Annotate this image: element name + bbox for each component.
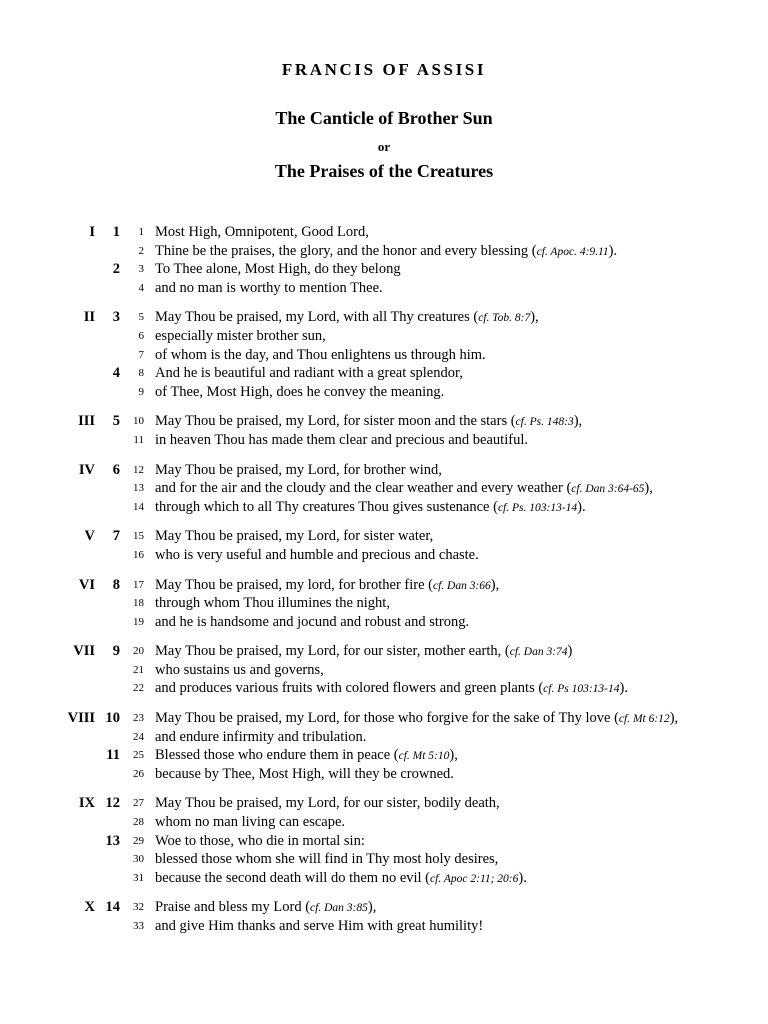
poem-line [0,576,768,595]
verse-number: 8 [112,576,120,593]
line-text-body: of Thee, Most High, does he convey the meaning. [155,383,445,400]
line-text-body: through which to all Thy creatures Thou gives sustenance ( [155,498,498,515]
scripture-reference: cf. Tob. 8:7 [478,312,531,325]
line-text [155,869,527,889]
line-text-closing: ), [644,480,653,497]
scripture-reference: cf. Mt 6:12 [618,713,670,726]
line-text-body: through whom Thou illumines the night, [155,595,390,612]
poem-line [0,869,768,888]
verse-number: 10 [105,710,120,727]
line-text [155,546,479,565]
line-text-closing: ), [449,747,458,764]
line-number: 19 [133,615,144,628]
poem-line [0,832,768,851]
line-text [155,223,369,242]
line-text [155,412,582,432]
line-number: 14 [133,500,144,513]
line-number: 23 [133,712,144,725]
line-text-body: because the second death will do them no evil ( [155,869,431,886]
poem-line [0,613,768,632]
line-text-body: and endure infirmity and tribulation. [155,728,367,745]
line-number: 9 [138,385,144,398]
line-text [155,308,539,328]
line-number: 20 [133,645,144,658]
poem-line [0,746,768,765]
line-text-closing: ), [573,413,583,430]
line-text-body: because by Thee, Most High, will they be crowned. [155,765,454,782]
stanza-roman-numeral: VI [78,576,95,593]
verse-number: 4 [112,365,120,382]
line-text-closing: ) [567,643,573,660]
line-text [155,813,345,832]
line-text [155,898,376,918]
verse-number: 12 [105,795,120,812]
stanza-roman-numeral: V [84,528,95,545]
document-title: The Canticle of Brother Sun [275,108,493,128]
poem-line [0,813,768,832]
verse-number: 7 [112,528,120,545]
line-text [155,479,653,499]
line-text-body: and produces various fruits with colored flowers and green plants ( [155,680,544,697]
stanza-roman-numeral: I [89,224,95,240]
line-number: 28 [133,816,144,829]
line-text [155,576,499,596]
poem-line [0,850,768,869]
stanza [0,576,768,632]
line-text-closing: ), [669,710,679,727]
poem-line [0,364,768,383]
line-number: 32 [133,901,144,914]
poem-line [0,594,768,613]
line-text-body: May Thou be praised, my Lord, for sister water, [155,528,434,545]
scripture-reference: cf. Mt 5:10 [398,750,450,763]
verse-number: 6 [112,461,120,478]
poem-line [0,383,768,402]
line-text [155,260,401,279]
poem-line [0,728,768,747]
verse-number: 5 [112,413,120,430]
line-text [155,746,458,766]
line-text-body: May Thou be praised, my Lord, for our sister, mother earth, ( [155,643,510,660]
line-number: 25 [133,749,144,762]
line-text [155,709,678,729]
title-conjunction: or [377,139,391,154]
verse-number: 2 [112,261,120,278]
line-text [155,383,444,402]
poem-body [0,223,768,947]
line-number: 12 [133,463,144,476]
line-text [155,346,486,365]
line-text [155,642,572,662]
line-text-body: May Thou be praised, my Lord, for sister moon and the stars ( [155,413,516,430]
line-number: 24 [133,730,144,743]
line-text-body: and no man is worthy to mention Thee. [155,279,383,296]
stanza [0,527,768,564]
line-number: 6 [138,329,144,342]
line-text [155,728,366,747]
poem-line [0,479,768,498]
line-text [155,794,500,813]
scripture-reference: cf. Apoc 2:11; 20:6 [430,872,519,885]
poem-line [0,642,768,661]
scripture-reference: cf. Dan 3:85 [310,902,368,915]
stanza [0,412,768,449]
line-text-body: May Thou be praised, my Lord, for those who forgive for the sake of Thy love ( [155,710,619,727]
poem-line [0,527,768,546]
line-number: 18 [133,597,144,610]
line-number: 16 [133,548,144,561]
line-number: 10 [133,415,144,428]
line-number: 21 [133,663,144,676]
verse-number: 9 [112,643,120,660]
line-text-closing: ), [530,309,539,326]
poem-line [0,461,768,480]
line-text-body: blessed those whom she will find in Thy most holy desires, [155,851,499,868]
line-text-body: And he is beautiful and radiant with a great splendor, [155,365,463,382]
line-number: 13 [133,482,144,495]
line-text [155,498,586,518]
line-text-body: in heaven Thou has made them clear and precious and beautiful. [155,431,528,448]
stanza-roman-numeral: VII [73,643,95,660]
line-text [155,917,483,936]
poem-line [0,279,768,298]
line-text-body: Woe to those, who die in mortal sin: [155,832,365,849]
scripture-reference: cf. Ps 103:13-14 [543,683,620,696]
poem-line [0,260,768,279]
line-number: 22 [133,682,144,695]
document-subtitle: The Praises of the Creatures [274,161,494,181]
line-text [155,279,383,298]
line-number: 15 [133,530,144,543]
line-text-closing: ). [619,680,628,697]
line-text [155,594,390,613]
scripture-reference: cf. Dan 3:74 [509,646,568,659]
poem-line [0,412,768,431]
line-text-body: especially mister brother sun, [155,327,326,344]
line-text [155,661,324,680]
line-text-body: and he is handsome and jocund and robust and strong. [155,613,470,630]
line-text-body: Praise and bless my Lord ( [155,899,311,916]
stanza [0,461,768,517]
stanza [0,223,768,297]
line-text-body: Thine be the praises, the glory, and the honor and every blessing ( [155,242,537,259]
stanza-roman-numeral: IV [78,461,95,478]
line-number: 26 [133,767,144,780]
poem-line [0,346,768,365]
line-number: 1 [138,226,144,238]
scripture-reference: cf. Dan 3:66 [432,579,491,592]
stanza-roman-numeral: X [84,899,95,916]
line-text [155,613,469,632]
line-text [155,679,628,699]
line-number: 2 [138,244,144,257]
poem-line [0,327,768,346]
stanza [0,642,768,698]
scripture-reference: cf. Ps. 148:3 [515,416,574,429]
poem-line [0,498,768,517]
line-number: 4 [138,281,144,294]
scripture-reference: cf. Ps. 103:13-14 [497,501,578,514]
author-heading: FRANCIS OF ASSISI [281,60,487,79]
line-text [155,431,528,450]
verse-number: 13 [105,832,120,849]
line-text-body: who sustains us and governs, [155,661,324,678]
line-text-body: of whom is the day, and Thou enlightens us through him. [155,346,486,363]
poem-line [0,242,768,261]
stanza [0,898,768,935]
line-number: 27 [133,797,144,810]
line-text-body: May Thou be praised, my Lord, for our sister, bodily death, [155,795,500,812]
line-text-body: Most High, Omnipotent, Good Lord, [155,224,369,240]
line-text [155,850,498,869]
line-number: 30 [133,853,144,866]
line-number: 5 [138,311,144,324]
line-text [155,327,326,346]
stanza [0,308,768,401]
line-text [155,832,365,851]
line-text-closing: ). [577,498,586,515]
poem-line [0,794,768,813]
verse-number: 1 [112,224,120,240]
line-number: 8 [138,367,144,380]
line-text-body: To Thee alone, Most High, do they belong [155,261,401,278]
stanza-roman-numeral: II [83,309,95,326]
line-text-body: who is very useful and humble and precious and chaste. [155,546,479,563]
line-text [155,242,617,262]
line-number: 31 [133,871,144,884]
poem-line [0,679,768,698]
poem-line [0,709,768,728]
line-number: 7 [138,348,144,361]
line-text-body: May Thou be praised, my lord, for brother fire ( [155,576,433,593]
line-number: 3 [138,263,144,276]
poem-line [0,546,768,565]
line-number: 17 [133,578,144,591]
line-text [155,527,433,546]
line-text-body: May Thou be praised, my Lord, for brother wind, [155,461,442,478]
line-text-closing: ), [490,576,500,593]
line-number: 29 [133,834,144,847]
stanza [0,794,768,887]
line-text-body: whom no man living can escape. [155,814,346,831]
verse-number: 3 [112,309,120,326]
line-text-body: and for the air and the cloudy and the clear weather and every weather ( [155,480,572,497]
verse-number: 14 [105,899,120,916]
poem-line [0,898,768,917]
line-text [155,765,454,784]
stanza-roman-numeral: VIII [67,710,95,727]
line-text [155,364,463,383]
stanza-roman-numeral: III [78,413,95,430]
line-text-body: May Thou be praised, my Lord, with all Thy creatures ( [155,309,479,326]
scripture-reference: cf. Dan 3:64-65 [571,483,645,496]
poem-line [0,765,768,784]
poem-line [0,308,768,327]
poem-line [0,917,768,936]
line-text-closing: ). [608,242,618,259]
verse-number: 11 [106,747,120,764]
line-text-closing: ). [518,869,527,886]
line-number: 11 [133,433,144,446]
poem-line [0,661,768,680]
stanza [0,709,768,783]
line-text [155,461,442,480]
poem-line [0,223,768,242]
stanza-roman-numeral: IX [78,795,95,812]
line-text-body: Blessed those who endure them in peace ( [155,747,399,764]
line-number: 33 [133,920,144,932]
poem-line [0,431,768,450]
line-text-closing: ), [367,899,377,916]
scripture-reference: cf. Apoc. 4:9.11 [536,245,609,258]
line-text-body: and give Him thanks and serve Him with great humility! [155,918,484,934]
